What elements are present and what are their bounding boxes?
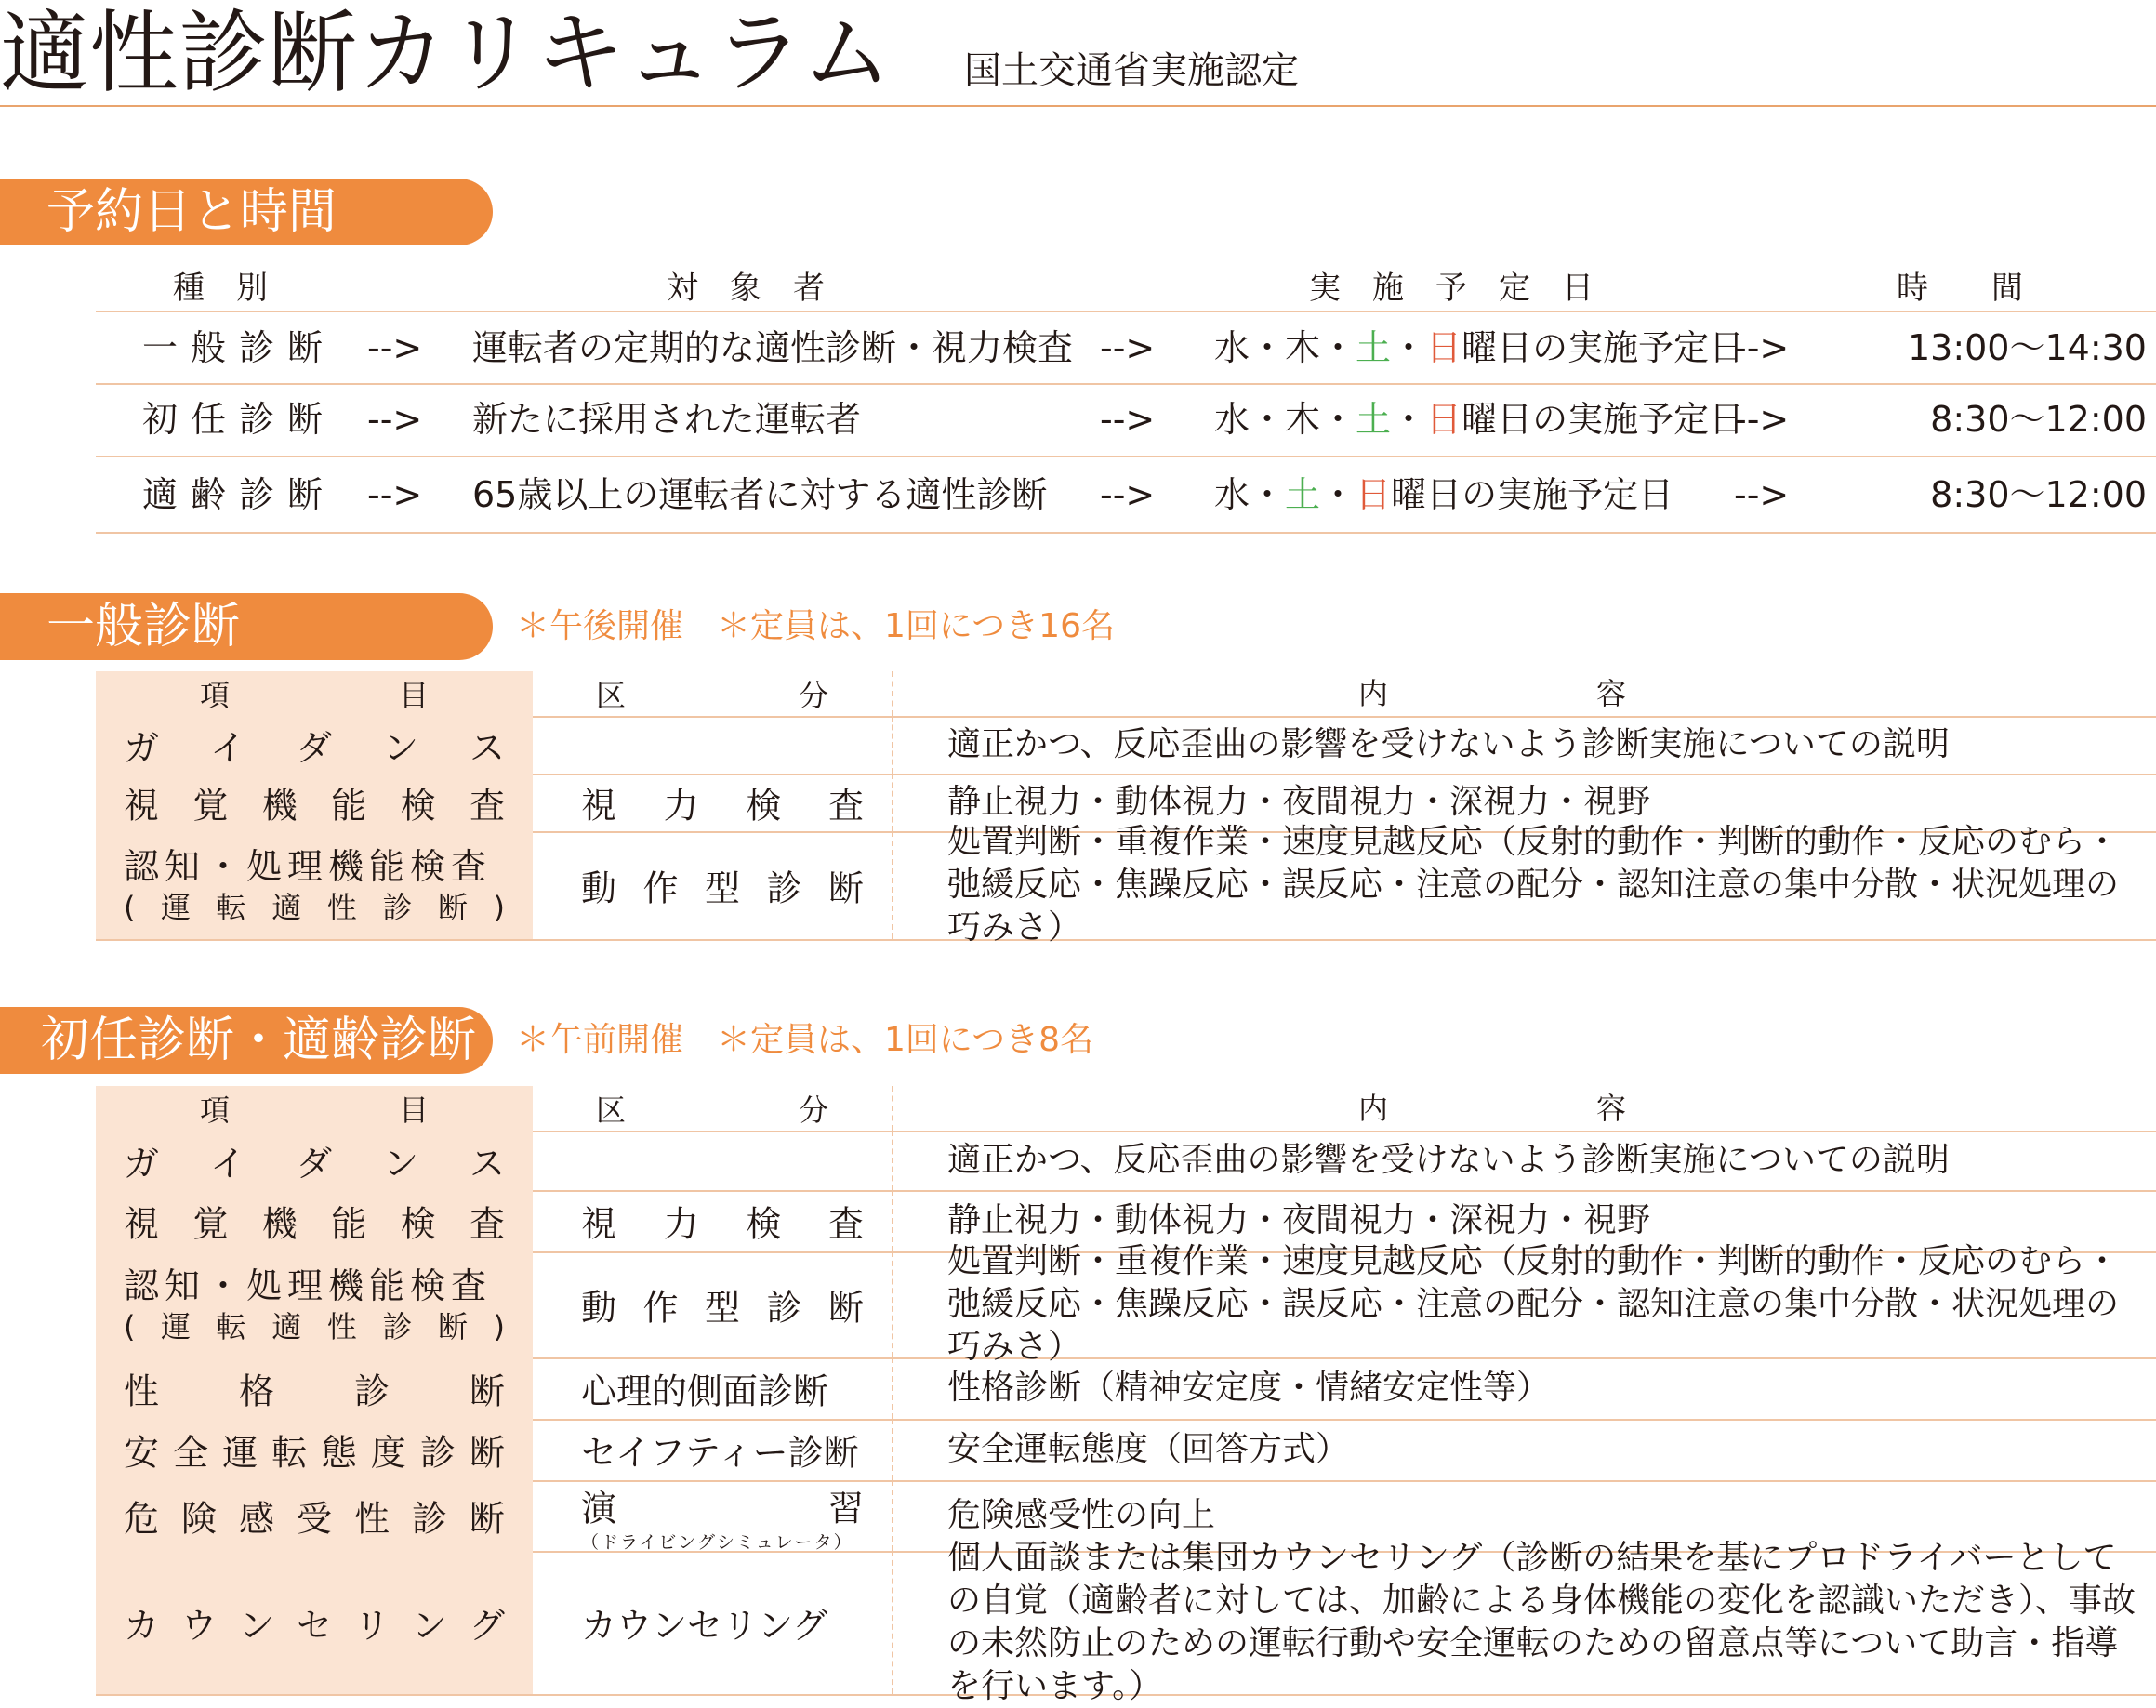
schedule-target: 新たに採用された運転者 [472, 399, 862, 440]
row-item-text-char: ン [382, 1143, 418, 1185]
row-item-line2-char: 運 [161, 1309, 192, 1344]
row-item-text-char: ガ [124, 1143, 160, 1185]
row-item-line2-char: 運 [161, 890, 192, 925]
initial-note: ＊午前開催 ＊定員は、1回につき8名 [516, 1021, 1094, 1059]
row-item-text-char: 性 [353, 1498, 390, 1540]
row-item-text [96, 1597, 533, 1648]
row-item-line2-char: 適 [271, 1309, 302, 1344]
row-category-text-char: 診 [766, 1287, 802, 1329]
row-item-line2-char: 性 [326, 890, 357, 925]
row-category-text: セイフティー診断 [581, 1432, 859, 1474]
row-category-text-char: 動 [581, 1287, 617, 1329]
table-row [96, 1357, 2156, 1421]
row-item-line2-char: 断 [437, 1309, 468, 1344]
col-header-time: 時 間 [1897, 270, 2023, 307]
table-row [96, 1131, 2156, 1192]
header-content-text [893, 1087, 2156, 1130]
row-item-line2-char: ( [124, 1309, 136, 1344]
row-item-text-char: 診 [353, 1370, 390, 1412]
row-category-text-char: 力 [663, 1203, 699, 1245]
table-row [96, 716, 2156, 775]
row-item [96, 1357, 533, 1419]
row-category [533, 1419, 892, 1480]
schedule-row [96, 457, 2156, 534]
col-header-days: 実 施 予 定 日 [1309, 270, 1594, 307]
arrow-icon: --> [367, 474, 423, 515]
row-category-text-char: 習 [827, 1488, 864, 1529]
row-category-text-char: 視 [581, 785, 617, 827]
days-weekday: 水・木・ [1214, 327, 1356, 368]
row-item-text-char: 覚 [192, 1203, 229, 1245]
title-divider [0, 105, 2156, 107]
row-item-text-char: 機 [261, 785, 298, 827]
row-category-text-char: 診 [766, 867, 802, 909]
schedule-time: 8:30～12:00 [1930, 399, 2147, 440]
row-item-line2-char: 断 [437, 890, 468, 925]
row-item-line2-char: 診 [382, 890, 413, 925]
header-category [533, 1086, 892, 1131]
row-item-line1-text: 認知・処理機能検査 [124, 1265, 493, 1306]
row-item-text-char: 格 [238, 1370, 274, 1412]
table-header-row [96, 1086, 2156, 1132]
days-saturday: 土 [1285, 474, 1321, 515]
header-item-text-char: 目 [398, 1092, 429, 1128]
row-item-text-char: 感 [238, 1498, 274, 1540]
row-item-line2-char: ) [493, 890, 505, 925]
row-item-line2 [124, 1308, 505, 1345]
row-category-text-char: 型 [704, 867, 740, 909]
arrow-icon: --> [1100, 474, 1156, 515]
row-category-text-char: 断 [827, 867, 864, 909]
row-category [533, 1480, 892, 1551]
days-separator: ・ [1391, 399, 1427, 440]
row-item-text-char: 受 [296, 1498, 332, 1540]
arrow-icon: --> [1100, 327, 1156, 368]
general-note: ＊午後開催 ＊定員は、1回につき16名 [516, 607, 1115, 645]
row-category-text [533, 777, 892, 828]
header-content-text-char: 容 [1595, 676, 1626, 711]
days-weekday: 水・木・ [1214, 399, 1356, 440]
row-item-text [96, 720, 533, 771]
row-item-text-char: グ [469, 1605, 505, 1647]
row-item-text [96, 1196, 533, 1247]
row-category-text-char: 視 [581, 1203, 617, 1245]
row-item-text-char: 診 [411, 1498, 447, 1540]
header-item-text [96, 1087, 533, 1130]
row-item-text-char: 険 [180, 1498, 217, 1540]
row-item-text-char: ウ [180, 1605, 217, 1647]
row-category-text-char: 作 [642, 867, 679, 909]
days-saturday: 土 [1356, 399, 1392, 440]
table-row [96, 1242, 2156, 1366]
row-item-text-char: 視 [124, 1203, 160, 1245]
row-item-text-char: 全 [173, 1432, 209, 1474]
row-content-text: 適正かつ、反応歪曲の影響を受けないよう診断実施についての説明 [947, 725, 1950, 763]
section-label-general: 一般診断 [0, 593, 493, 660]
row-item-text-char: リ [353, 1605, 390, 1647]
row-item-text-char: ダ [296, 1143, 332, 1185]
header-content-text-char: 内 [1358, 676, 1389, 711]
row-item-text-char: ス [469, 1143, 505, 1185]
row-item-text-char: イ [209, 1143, 245, 1185]
row-item [96, 1190, 533, 1251]
row-item-text [96, 1424, 533, 1476]
row-content-text: 処置判断・重複作業・速度見越反応（反射的動作・判断的動作・反応のむら・弛緩反応・焦躁反応・誤反応・注意の配分・認知注意の集中分散・状況処理の巧みさ） [947, 1242, 2120, 1366]
row-category-text-char: 演 [581, 1488, 617, 1529]
header-category-text-char: 分 [798, 1092, 828, 1128]
row-item-text-char: 査 [469, 785, 505, 827]
page-title: 適性診断カリキュラム [0, 1, 893, 105]
header-content-text-char: 内 [1358, 1091, 1389, 1126]
schedule-time: 13:00～14:30 [1907, 327, 2147, 368]
row-item [96, 716, 533, 774]
row-content [892, 716, 2156, 774]
row-item-text-char: ン [238, 1605, 274, 1647]
row-item-line1 [124, 844, 505, 889]
row-category-text [533, 1480, 892, 1531]
section-label-schedule: 予約日と時間 [0, 179, 493, 245]
row-item-line2-char: ) [493, 1309, 505, 1344]
row-category-text: 心理的側面診断 [581, 1370, 829, 1412]
row-item-line2-char: 診 [382, 1309, 413, 1344]
row-item-line2-char: ( [124, 890, 136, 925]
row-category-text: カウンセリング [581, 1605, 828, 1647]
row-category [533, 1551, 892, 1694]
header-item [96, 1086, 533, 1131]
schedule-days [1214, 457, 1673, 532]
row-item-text-char: 断 [469, 1498, 505, 1540]
row-item-text-char: 断 [469, 1432, 505, 1474]
header-category-text [533, 672, 892, 715]
row-category-text-char: 作 [642, 1287, 679, 1329]
table-row [96, 823, 2156, 947]
row-content [892, 1131, 2156, 1190]
row-item-line2-char: 適 [271, 890, 302, 925]
row-content [892, 823, 2156, 947]
row-item-text-char: 態 [321, 1432, 357, 1474]
days-sunday: 日 [1426, 399, 1462, 440]
row-item-text-char: 検 [400, 785, 436, 827]
row-content-text: 個人面談または集団カウンセリング（診断の結果を基にプロドライバーとしての自覚（適齢者に対しては、加齢による身体機能の変化を認識いただき）、事故の未然防止のための運転行動や安全運転のための留意点等について助言・指導を行います。） [947, 1539, 2136, 1705]
row-item-text-char: 度 [370, 1432, 406, 1474]
schedule-type: 適齢診断 [142, 474, 337, 515]
days-suffix: 曜日の実施予定日 [1462, 327, 1745, 368]
days-sunday: 日 [1426, 327, 1462, 368]
row-category-subtext: （ドライビングシミュレータ） [581, 1532, 853, 1553]
row-item-text-char: ダ [296, 727, 332, 769]
days-separator: ・ [1391, 327, 1427, 368]
row-item-text [96, 1490, 533, 1542]
days-suffix: 曜日の実施予定日 [1462, 399, 1745, 440]
row-item-text-char: カ [124, 1605, 160, 1647]
row-item-text [96, 1264, 533, 1345]
arrow-icon: --> [367, 327, 423, 368]
row-item [96, 774, 533, 831]
row-category-text-char: 査 [827, 785, 864, 827]
row-item [96, 1131, 533, 1190]
row-content [892, 1419, 2156, 1480]
header-content [892, 1086, 2156, 1131]
row-item-text-char: 断 [469, 1370, 505, 1412]
schedule-days [1214, 383, 1744, 456]
days-suffix: 曜日の実施予定日 [1391, 474, 1674, 515]
arrow-icon: --> [1734, 474, 1790, 515]
row-item [96, 1480, 533, 1551]
row-item-text [96, 1135, 533, 1186]
arrow-icon: --> [1734, 327, 1790, 368]
row-item-text-char: セ [296, 1605, 332, 1647]
header-content-text-char: 容 [1595, 1091, 1626, 1126]
row-item-text-char: 安 [124, 1432, 160, 1474]
header-item-text-char: 項 [200, 678, 231, 713]
row-content [892, 1539, 2156, 1705]
row-content-text: 静止視力・動体視力・夜間視力・深視力・視野 [947, 1201, 1651, 1239]
schedule-time: 8:30～12:00 [1930, 474, 2147, 515]
row-category-text-char: 型 [704, 1287, 740, 1329]
row-category-text-char: 力 [663, 785, 699, 827]
row-category [533, 1357, 892, 1419]
header-item-text [96, 672, 533, 715]
row-item-line2-char: 転 [216, 890, 246, 925]
table-header-row [96, 671, 2156, 718]
header-category-text [533, 1087, 892, 1130]
row-content-text: 性格診断（精神安定度・情緒安定性等） [947, 1369, 1551, 1407]
schedule-row [96, 383, 2156, 457]
row-item-text-char: ン [411, 1605, 447, 1647]
row-item-text-char: 運 [222, 1432, 258, 1474]
arrow-icon: --> [367, 399, 423, 440]
row-category-text [533, 860, 892, 911]
row-item [96, 831, 533, 939]
row-category [533, 1251, 892, 1357]
days-separator: ・ [1320, 474, 1356, 515]
header-category [533, 671, 892, 716]
days-weekday: 水・ [1214, 474, 1286, 515]
row-category-text [533, 1279, 892, 1331]
row-item-text-char: 覚 [192, 785, 229, 827]
header-category-text-char: 区 [596, 1092, 627, 1128]
row-item-text-char: 性 [124, 1370, 160, 1412]
header-content-text [893, 672, 2156, 715]
row-category-text-char: 検 [746, 785, 782, 827]
row-item-text-char: 能 [331, 1203, 367, 1245]
schedule-days [1214, 312, 1744, 383]
row-item-line1 [124, 1264, 505, 1308]
row-item-text-char: 転 [271, 1432, 308, 1474]
arrow-icon: --> [1100, 399, 1156, 440]
row-category-text-char: 動 [581, 867, 617, 909]
row-category-text-char: 断 [827, 1287, 864, 1329]
header-content [892, 671, 2156, 716]
row-content-text: 危険感受性の向上 [947, 1496, 1216, 1534]
row-category [533, 1131, 892, 1190]
row-item-text [96, 1363, 533, 1414]
row-item-line2-char: 性 [326, 1309, 357, 1344]
row-item-text-char: 検 [400, 1203, 436, 1245]
header-item-text-char: 項 [200, 1092, 231, 1128]
row-category [533, 716, 892, 774]
table-row [96, 1419, 2156, 1482]
row-item-text-char: 査 [469, 1203, 505, 1245]
row-item-text-char: 視 [124, 785, 160, 827]
days-saturday: 土 [1356, 327, 1392, 368]
arrow-icon: --> [1734, 399, 1790, 440]
schedule-type: 初任診断 [142, 399, 337, 440]
row-category [533, 831, 892, 939]
row-item-text-char: 危 [124, 1498, 160, 1540]
row-category [533, 1190, 892, 1251]
col-header-type: 種 別 [173, 270, 268, 307]
row-content [892, 1357, 2156, 1419]
row-content [892, 1242, 2156, 1366]
row-item-text-char: 機 [261, 1203, 298, 1245]
schedule-row [96, 312, 2156, 385]
row-category-text-char: 検 [746, 1203, 782, 1245]
row-category-text [533, 1196, 892, 1247]
header-item-text-char: 目 [398, 678, 429, 713]
col-header-target: 対 象 者 [667, 270, 825, 307]
row-item-text [96, 844, 533, 926]
row-item [96, 1251, 533, 1357]
row-content-text: 安全運転態度（回答方式） [947, 1430, 1350, 1468]
row-item-text [96, 777, 533, 828]
row-item-line2-char: 転 [216, 1309, 246, 1344]
row-content-text: 静止視力・動体視力・夜間視力・深視力・視野 [947, 783, 1651, 821]
row-item-text-char: イ [209, 727, 245, 769]
schedule-target: 運転者の定期的な適性診断・視力検査 [472, 327, 1074, 368]
row-item-line2 [124, 889, 505, 926]
row-item [96, 1419, 533, 1480]
row-item-text-char: ス [469, 727, 505, 769]
header-item [96, 671, 533, 716]
row-item [96, 1551, 533, 1694]
days-sunday: 日 [1356, 474, 1392, 515]
header-category-text-char: 分 [798, 678, 828, 713]
schedule-target: 65歳以上の運転者に対する適性診断 [472, 474, 1048, 515]
row-item-text-char: ガ [124, 727, 160, 769]
row-category-text-char: 査 [827, 1203, 864, 1245]
row-item-text-char: 能 [331, 785, 367, 827]
section-label-initial: 初任診断・適齢診断 [0, 1007, 493, 1074]
row-item-line1-text: 認知・処理機能検査 [124, 846, 493, 887]
row-item-text-char: ン [382, 727, 418, 769]
row-content-text: 処置判断・重複作業・速度見越反応（反射的動作・判断的動作・反応のむら・弛緩反応・焦躁反応・誤反応・注意の配分・認知注意の集中分散・状況処理の巧みさ） [947, 823, 2120, 947]
header-category-text-char: 区 [596, 678, 627, 713]
page-subtitle: 国土交通省実施認定 [964, 49, 1299, 92]
row-category [533, 774, 892, 831]
row-item-text-char: 診 [419, 1432, 456, 1474]
schedule-type: 一般診断 [142, 327, 337, 368]
row-content-text: 適正かつ、反応歪曲の影響を受けないよう診断実施についての説明 [947, 1141, 1950, 1179]
